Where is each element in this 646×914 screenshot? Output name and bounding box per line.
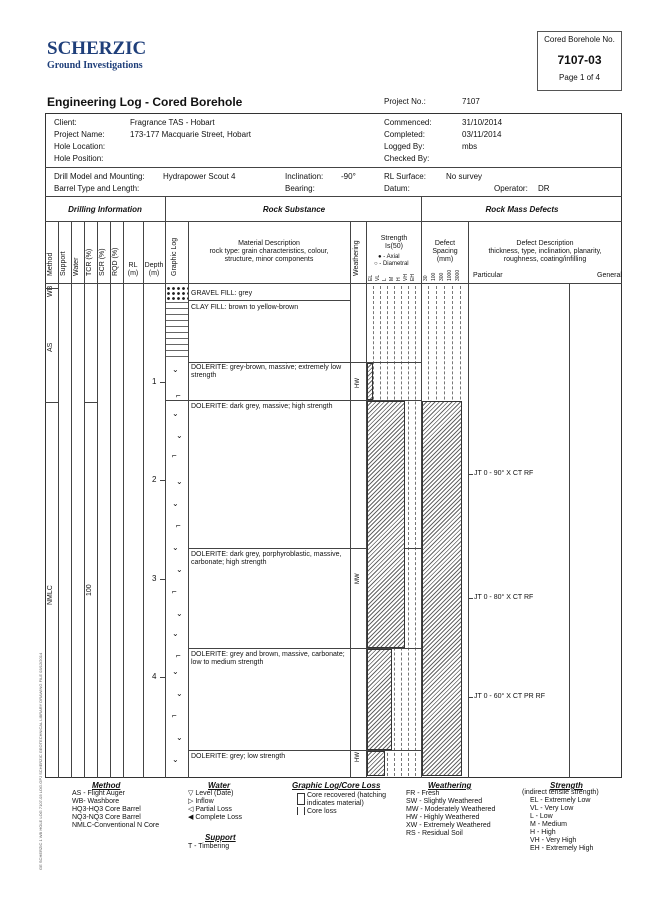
dolerite-tick: ⌐ (172, 587, 177, 596)
legend-graphic-loss: Core loss (307, 808, 337, 815)
col-defect-description: Defect Description thickness, type, inclination, planarity, roughness, coating/infilling (488, 240, 602, 263)
page-indicator: Page 1 of 4 (559, 73, 600, 82)
weathering-hw-2: HW (355, 752, 361, 762)
col-weathering: Weathering (353, 240, 360, 276)
col-defect-spacing: Defect Spacing (mm) (432, 240, 458, 263)
legend-graphic-recovered: Core recovered (hatching indicates material) (307, 792, 386, 807)
water-level-icon: ▽ (188, 790, 194, 797)
project-no-value: 7107 (462, 97, 480, 106)
client-label: Client: (54, 118, 77, 127)
dolerite-tick: ⌄ (172, 543, 179, 552)
legend-method-nmlc: NMLC-Conventional N Core (72, 822, 160, 829)
legend-method-hq3: HQ3-HQ3 Core Barrel (72, 806, 141, 813)
borehole-number-box (537, 31, 622, 91)
core-loss-symbol (297, 807, 305, 815)
strength-scale-m: M (389, 276, 395, 281)
borehole-label: Cored Borehole No. (544, 35, 615, 44)
dolerite-tick: ⌄ (176, 609, 183, 618)
method-as: AS (47, 342, 54, 352)
col-strength: Strength Is(50) (380, 235, 408, 250)
section-drilling: Drilling Information (68, 205, 142, 214)
hole-position-label: Hole Position: (54, 154, 104, 163)
dolerite-tick: ⌄ (172, 629, 179, 638)
legend-weathering-mw: MW - Moderately Weathered (406, 806, 496, 813)
strength-scale-l: L (382, 278, 388, 281)
axial-label: ● - Axial (378, 254, 400, 260)
legend-strength-m: M - Medium (530, 821, 567, 828)
strength-scale-vl: VL (375, 274, 381, 281)
core-recovered-symbol (297, 793, 305, 805)
strength-grid-line (408, 286, 409, 776)
spacing-scale-100: 100 (431, 272, 437, 281)
col-water: Water (73, 257, 80, 276)
defect-2: JT 0 - 80° X CT RF (474, 594, 534, 601)
col-method: Method (47, 252, 54, 276)
dolerite-tick: ⌄ (172, 499, 179, 508)
drill-model-label: Drill Model and Mounting: (54, 172, 145, 181)
spacing-scale-3000: 3000 (455, 269, 461, 281)
legend-water-level: Level (Date) (195, 790, 234, 797)
completed-label: Completed: (384, 130, 425, 139)
dolerite-tick: ⌄ (176, 565, 183, 574)
defect-3: JT 0 - 60° X CT PR RF (474, 693, 546, 700)
legend-strength-el: EL - Extremely Low (530, 797, 591, 804)
strength-scale-h: H (396, 277, 402, 281)
info-right (384, 118, 614, 166)
layer-gravel: GRAVEL FILL: grey (191, 290, 253, 297)
depth-4: 4 (152, 672, 157, 681)
diametral-label: ○ - Diametral (374, 261, 409, 267)
project-no-label: Project No.: (384, 97, 426, 106)
legend-strength-title: Strength (550, 781, 583, 790)
dolerite-tick: ⌄ (176, 477, 183, 486)
tcr-value: 100 (86, 584, 93, 596)
col-particular: Particular (473, 272, 503, 279)
weathering-mw: MW (355, 573, 361, 584)
company-tagline: Ground Investigations (47, 60, 143, 71)
completed-value: 03/11/2014 (462, 130, 502, 139)
defect-1: JT 0 - 90° X CT RF (474, 470, 534, 477)
spacing-scale-300: 300 (439, 272, 445, 281)
company-name: SCHERZIC (47, 38, 147, 59)
dolerite-tick: ⌄ (172, 365, 179, 374)
method-wb: WB (47, 285, 54, 297)
col-tcr: TCR (%) (86, 248, 93, 276)
dolerite-tick: ⌄ (172, 409, 179, 418)
dolerite-tick: ⌐ (172, 451, 177, 460)
depth-1: 1 (152, 377, 157, 386)
section-defects: Rock Mass Defects (485, 205, 559, 214)
spacing-scale-30: 30 (423, 275, 429, 281)
col-rl: RL (m) (127, 262, 139, 277)
legend-graphic-title: Graphic Log/Core Loss (292, 781, 381, 790)
layer-clay: CLAY FILL: brown to yellow-brown (191, 304, 299, 311)
project-name-value: 173-177 Macquarie Street, Hobart (130, 130, 251, 139)
dolerite-tick: ⌄ (176, 733, 183, 742)
info-left (54, 118, 374, 166)
legend-weathering-hw: HW - Highly Weathered (406, 814, 480, 821)
borehole-number: 7107-03 (557, 53, 602, 67)
dolerite-tick: ⌄ (176, 431, 183, 440)
operator-label: Operator: (494, 184, 528, 193)
col-material: Material Description rock type: grain characteristics, colour, structure, minor components (209, 240, 329, 263)
legend-weathering-sw: SW - Slightly Weathered (406, 798, 483, 805)
commenced-value: 31/10/2014 (462, 118, 503, 127)
side-note: GE SCHERZIC 1 WB HOLE LOG 7107-03 LOG.GPJ SCHERZIC GEOTECHNICAL LIBRARY DRAWING FILE 03/12/2014 (38, 652, 43, 870)
col-rqd: RQD (%) (112, 247, 119, 276)
spacing-bar (422, 401, 462, 776)
legend-strength-eh: EH - Extremely High (530, 845, 594, 852)
inclination-value: -90° (341, 172, 356, 181)
dolerite-tick: ⌐ (176, 391, 181, 400)
legend-method-as: AS - Flight Auger (72, 790, 125, 797)
strength-bar-1 (367, 363, 373, 400)
strength-bar-3 (367, 649, 392, 750)
strength-scale-el: EL (368, 274, 374, 281)
legend-strength-vh: VH - Very High (530, 837, 577, 844)
partial-loss-icon: ◁ (188, 806, 194, 813)
layer-dolerite-2: DOLERITE: dark grey, massive; high strength (191, 403, 333, 410)
legend-weathering-title: Weathering (428, 781, 472, 790)
depth-2: 2 (152, 475, 157, 484)
legend-strength-l: L - Low (530, 813, 553, 820)
dolerite-tick: ⌄ (176, 689, 183, 698)
legend-method-wb: WB- Washbore (72, 798, 120, 805)
dolerite-tick: ⌐ (176, 521, 181, 530)
project-name-label: Project Name: (54, 130, 105, 139)
client-value: Fragrance TAS - Hobart (130, 118, 215, 127)
strength-scale-vh: VH (403, 274, 409, 281)
graphic-gravel (166, 286, 188, 300)
page-title: Engineering Log - Cored Borehole (47, 95, 243, 109)
rl-surface-label: RL Surface: (384, 172, 426, 181)
strength-grid-line (415, 286, 416, 776)
dolerite-tick: ⌄ (172, 755, 179, 764)
col-graphic: Graphic Log (171, 237, 178, 276)
dolerite-tick: ⌐ (172, 711, 177, 720)
strength-bar-2 (367, 401, 405, 648)
legend-strength-h: H - High (530, 829, 556, 836)
legend-weathering-xw: XW - Extremely Weathered (406, 822, 491, 829)
legend-weathering-rs: RS - Residual Soil (406, 830, 463, 837)
bearing-label: Bearing: (285, 184, 315, 193)
layer-dolerite-1: DOLERITE: grey-brown, massive; extremely low strength (191, 364, 342, 379)
layer-dolerite-4: DOLERITE: grey and brown, massive, carbonate; low to medium strength (191, 651, 345, 666)
legend-strength-sub: (indirect tensile strength) (522, 789, 599, 796)
operator-value: DR (538, 184, 550, 193)
barrel-label: Barrel Type and Length: (54, 184, 140, 193)
graphic-clay (166, 300, 188, 362)
dolerite-tick: ⌄ (172, 667, 179, 676)
legend-support-title: Support (205, 833, 236, 842)
logged-by-label: Logged By: (384, 142, 425, 151)
weathering-hw-1: HW (355, 378, 361, 388)
drill-model-value: Hydrapower Scout 4 (163, 172, 236, 181)
layer-dolerite-5: DOLERITE: grey; low strength (191, 753, 286, 760)
commenced-label: Commenced: (384, 118, 432, 127)
legend-support-timbering: T - Timbering (188, 843, 230, 850)
dolerite-tick: ⌐ (176, 651, 181, 660)
depth-3: 3 (152, 574, 157, 583)
inflow-icon: ▷ (188, 798, 194, 805)
col-support: Support (60, 251, 67, 276)
legend-water-partial: Partial Loss (195, 806, 232, 813)
datum-label: Datum: (384, 184, 410, 193)
method-nmlc: NMLC (47, 585, 54, 605)
legend-water-items (188, 790, 242, 822)
inclination-label: Inclination: (285, 172, 324, 181)
layer-dolerite-3: DOLERITE: dark grey, porphyroblastic, massive, carbonate; high strength (191, 551, 342, 566)
legend-method-title: Method (92, 781, 121, 790)
legend-method-nq3: NQ3-NQ3 Core Barrel (72, 814, 141, 821)
legend-strength-vl: VL - Very Low (530, 805, 574, 812)
strength-bar-4 (367, 751, 385, 776)
col-depth: Depth (m) (144, 262, 164, 277)
legend-strength-items (530, 797, 593, 853)
section-rock: Rock Substance (262, 205, 326, 214)
legend-water-inflow: Inflow (195, 798, 214, 805)
legend-water-title: Water (208, 781, 231, 790)
logged-by-value: mbs (462, 142, 478, 151)
legend-weathering-items (406, 790, 495, 838)
col-scr: SCR (%) (99, 248, 106, 276)
legend-method-items (72, 790, 159, 830)
col-general: General (597, 272, 622, 279)
hole-location-label: Hole Location: (54, 142, 106, 151)
strength-scale-eh: EH (410, 274, 416, 281)
complete-loss-icon: ◀ (188, 814, 194, 821)
rl-surface-value: No survey (446, 172, 483, 181)
legend-weathering-fr: FR - Fresh (406, 790, 440, 797)
legend-water-complete: Complete Loss (195, 814, 243, 821)
checked-by-label: Checked By: (384, 154, 430, 163)
spacing-scale-1000: 1000 (447, 269, 453, 281)
